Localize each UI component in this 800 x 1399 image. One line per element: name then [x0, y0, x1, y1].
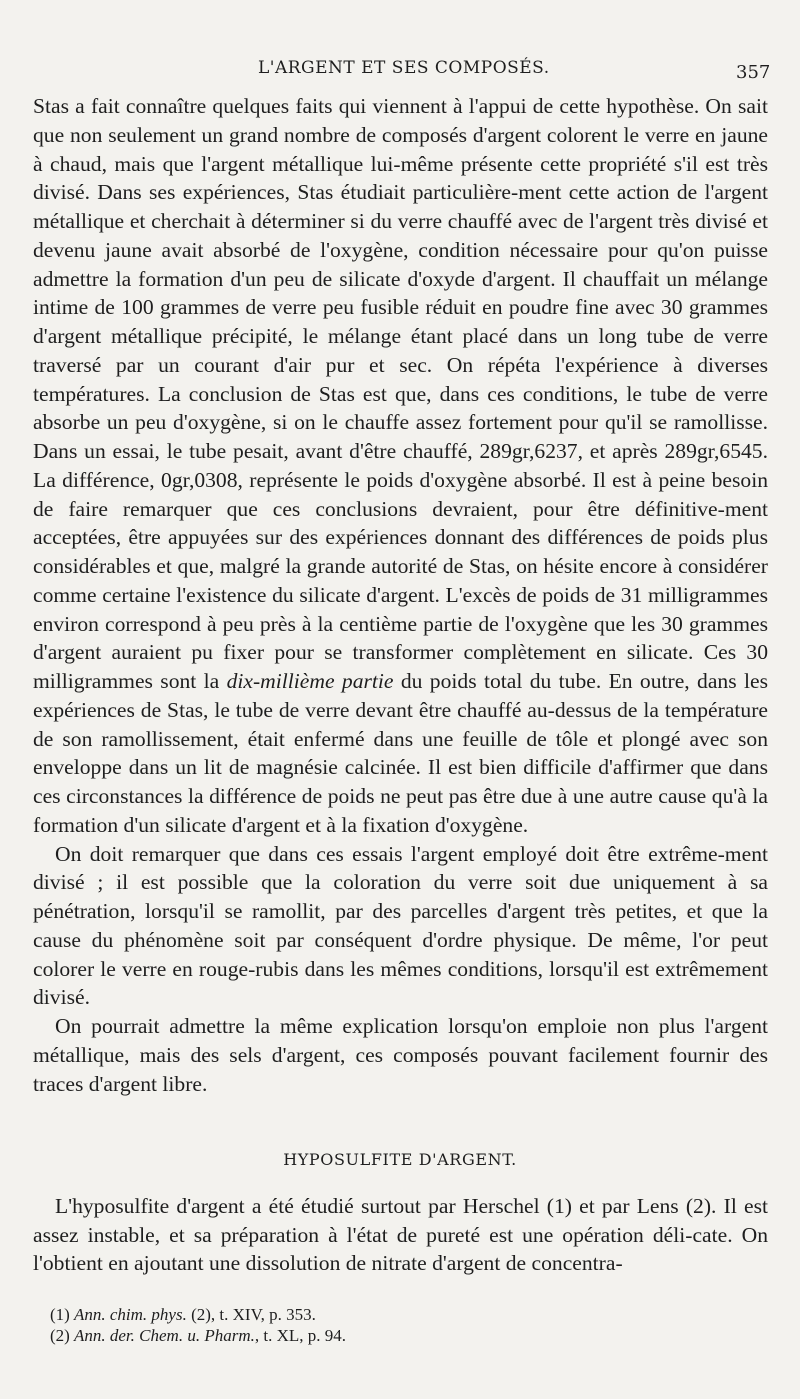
footnote-details: (2), t. XIV, p. 353. — [186, 1305, 316, 1324]
paragraph-text: On doit remarquer que dans ces essais l'argent employé doit être extrême-ment divisé ; il est possible que la coloration du verre soit due uniquement à sa pénétration, lorsqu'il se ramollit, par des parcelles d'argent très petites, et que la cause du phénomène soit par conséquent d'ordre physique. De même, l'or peut colorer le verre en rouge-rubis dans les mêmes conditions, lorsqu'il est extrêmement divisé. — [33, 841, 768, 1010]
footnotes — [50, 1304, 346, 1346]
paragraph — [33, 840, 768, 1013]
page-number: 357 — [736, 62, 771, 83]
paragraph-text: On pourrait admettre la même explication lorsqu'on emploie non plus l'argent métallique, mais des sels d'argent, ces composés pouvant facilement fournir des traces d'argent libre. — [33, 1014, 768, 1096]
paragraph-text: Stas a fait connaître quelques faits qui viennent à l'appui de cette hypothèse. On sait que non seulement un grand nombre de composés d'argent colorent le verre en jaune à chaud, mais que l'argent métallique lui-même présente cette propriété s'il est très divisé. Dans ses expériences, Stas étudiait particulière-ment cette action de l'argent métallique et cherchait à déterminer si du verre chauffé avec de l'argent très divisé et devenu jaune avait absorbé de l'oxygène, condition nécessaire pour qu'on puisse admettre la formation d'un peu de silicate d'oxyde d'argent. Il chauffait un mélange intime de 100 grammes de verre peu fusible réduit en poudre fine avec 30 grammes d'argent métallique précipité, le mélange étant placé dans un long tube de verre traversé par un courant d'air pur et sec. On répéta l'expérience à diverses températures. La conclusion de Stas est que, dans ces conditions, le tube de verre absorbe un peu d'oxygène, si on le chauffe assez fortement pour qu'il se ramollisse. Dans un essai, le tube pesait, avant d'être chauffé, 289gr,6237, et après 289gr,6545. La différence, 0gr,0308, représente le poids d'oxygène absorbé. Il est à peine besoin de faire remarquer que ces conclusions devraient, pour être définitive-ment acceptées, être appuyées sur des expériences donnant des différences de poids plus considérables et que, malgré la grande autorité de Stas, on hésite encore à considérer comme certaine l'existence du silicate d'argent. L'excès de poids de 31 milligrammes environ correspond à peu près à la centième partie de l'oxygène que les 30 grammes d'argent auraient pu fixer pour se transformer complètement en silicate. Ces 30 milligrammes sont la — [33, 94, 768, 693]
paragraph — [33, 92, 768, 840]
footnote-source: Ann. chim. phys. — [74, 1305, 187, 1324]
footnote-mark: (2) — [50, 1326, 70, 1345]
paragraph: L'hyposulfite d'argent a été étudié surtout par Herschel (1) et par Lens (2). Il est assez instable, et sa préparation à l'état de pureté est une opération déli-cate. On l'obtient en ajoutant une dissolution de nitrate d'argent de concentra- — [33, 1194, 768, 1275]
section-text — [33, 1192, 768, 1278]
footnote — [50, 1325, 346, 1346]
page-header — [0, 58, 800, 88]
italic-phrase: dix-millième partie — [226, 669, 394, 693]
paragraph — [33, 1012, 768, 1098]
footnote-source: Ann. der. Chem. u. Pharm. — [74, 1326, 255, 1345]
main-text — [33, 92, 768, 1098]
footnote — [50, 1304, 346, 1325]
section-heading: HYPOSULFITE D'ARGENT. — [283, 1150, 517, 1169]
footnote-details: , t. XL, p. 94. — [254, 1326, 346, 1345]
footnote-mark: (1) — [50, 1305, 70, 1324]
paragraph-text-continued: du poids total du tube. En outre, dans les expériences de Stas, le tube de verre devant être chauffé au-dessus de la température de son ramollissement, était enfermé dans une feuille de tôle et plongé avec son enveloppe dans un lit de magnésie calcinée. Il est bien difficile d'affirmer que dans ces circonstances la différence de poids ne peut pas être due à une autre cause qu'à la formation d'un silicate d'argent et à la fixation d'oxygène. — [33, 669, 768, 837]
running-title: L'ARGENT ET SES COMPOSÉS. — [258, 58, 550, 78]
